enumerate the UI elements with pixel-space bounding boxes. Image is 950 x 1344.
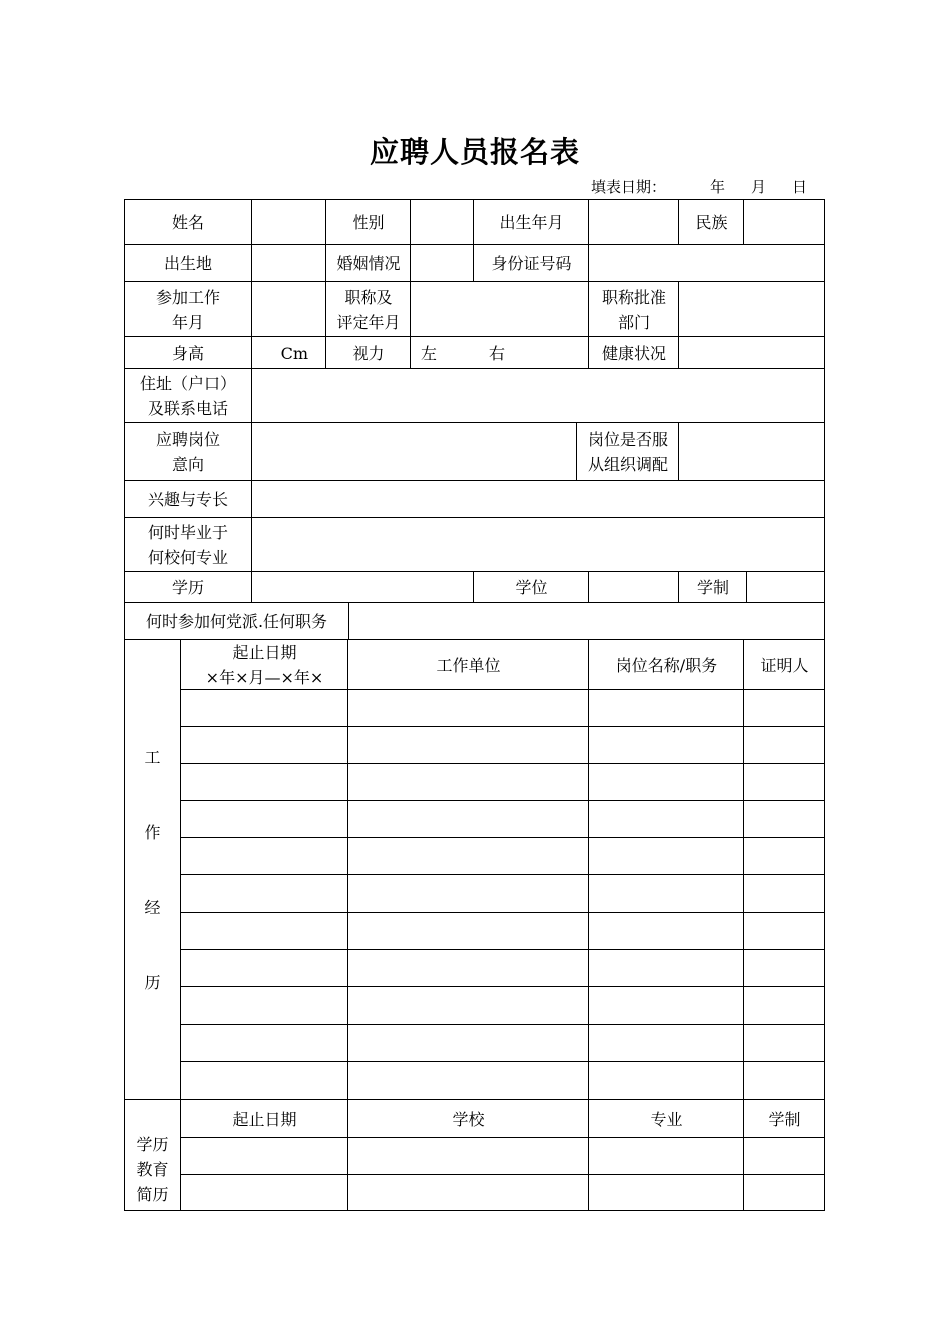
work-history-row[interactable] — [181, 987, 825, 1025]
label-work-start — [124, 282, 252, 337]
label-degree: 学位 — [515, 578, 548, 597]
label-gender: 性别 — [352, 212, 385, 232]
work-col-period — [181, 640, 348, 690]
label-title-line2: 评定年月 — [336, 312, 401, 332]
label-work-start-line2: 年月 — [171, 312, 204, 332]
birthplace-field[interactable] — [252, 245, 326, 282]
work-history-char-3: 经 — [144, 898, 161, 917]
vision-field[interactable] — [411, 337, 589, 369]
label-obey-line1: 岗位是否服 — [587, 430, 668, 449]
health-field[interactable] — [679, 337, 825, 369]
label-position — [124, 423, 252, 481]
education-row[interactable] — [181, 1175, 825, 1211]
label-address-line2: 及联系电话 — [147, 399, 228, 418]
work-col-position: 岗位名称/职务 — [615, 655, 718, 675]
party-field[interactable] — [349, 603, 825, 640]
label-address — [124, 369, 252, 423]
schooling-length-field[interactable] — [747, 572, 825, 603]
work-history-row[interactable] — [181, 950, 825, 987]
label-title-dept-line2: 部门 — [617, 312, 650, 332]
label-birth-date: 出生年月 — [499, 212, 564, 232]
label-title-dept-line1: 职称批准 — [601, 287, 666, 307]
degree-field[interactable] — [589, 572, 679, 603]
label-graduation-line2: 何校何专业 — [147, 548, 228, 567]
label-height: 身高 — [171, 343, 204, 363]
label-name: 姓名 — [171, 212, 204, 232]
position-field[interactable] — [252, 423, 577, 481]
label-work-start-line1: 参加工作 — [155, 287, 220, 307]
work-history-char-2: 作 — [144, 823, 161, 842]
work-col-employer: 工作单位 — [436, 655, 501, 675]
birth-date-field[interactable] — [589, 199, 679, 245]
hobbies-field[interactable] — [252, 481, 825, 518]
label-id-number: 身份证号码 — [491, 254, 572, 273]
fill-date-day: 日 — [791, 178, 807, 196]
label-party: 何时参加何党派.任何职务 — [145, 612, 328, 631]
fill-date-month: 月 — [750, 178, 766, 196]
fill-date-year: 年 — [709, 178, 725, 196]
label-hobbies: 兴趣与专长 — [147, 490, 228, 509]
label-position-line2: 意向 — [171, 455, 204, 474]
work-col-period-line1: 起止日期 — [232, 643, 297, 662]
label-graduation-line1: 何时毕业于 — [147, 523, 228, 542]
work-history-row[interactable] — [181, 1025, 825, 1062]
work-col-period-line2: ×年×月—×年× — [205, 668, 324, 687]
work-history-section-label — [124, 640, 181, 1100]
label-position-line1: 应聘岗位 — [155, 430, 220, 449]
label-address-line1: 住址（户口） — [139, 374, 236, 393]
marital-status-field[interactable] — [411, 245, 474, 282]
fill-date-label: 填表日期： — [590, 178, 666, 196]
application-form — [124, 199, 825, 1211]
vision-left-label: 左 — [421, 343, 438, 363]
graduation-field[interactable] — [252, 518, 825, 572]
label-birthplace: 出生地 — [163, 254, 212, 273]
work-history-row[interactable] — [181, 764, 825, 801]
education-section-line1: 学历 — [136, 1135, 169, 1154]
work-col-reference: 证明人 — [760, 655, 809, 675]
work-history-row[interactable] — [181, 727, 825, 764]
label-title-line1: 职称及 — [344, 287, 393, 307]
ethnicity-field[interactable] — [744, 199, 825, 245]
work-history-char-1: 工 — [144, 748, 161, 767]
label-title-dept — [589, 282, 679, 337]
title-date-field[interactable] — [411, 282, 589, 337]
label-graduation — [124, 518, 252, 572]
work-history-vertical-text — [144, 745, 160, 995]
work-history-row[interactable] — [181, 913, 825, 950]
label-health: 健康状况 — [601, 343, 666, 363]
work-history-char-4: 历 — [144, 973, 161, 992]
form-title: 应聘人员报名表 — [369, 135, 580, 169]
edu-col-length: 学制 — [768, 1109, 801, 1129]
label-marital-status: 婚姻情况 — [336, 254, 401, 273]
label-schooling-length: 学制 — [696, 578, 729, 597]
work-history-row[interactable] — [181, 875, 825, 913]
label-obey-assignment — [577, 423, 679, 481]
id-number-field[interactable] — [589, 245, 825, 282]
obey-assignment-field[interactable] — [679, 423, 825, 481]
address-field[interactable] — [252, 369, 825, 423]
edu-col-major: 专业 — [650, 1109, 683, 1129]
height-unit: Cm — [280, 343, 308, 363]
label-vision: 视力 — [352, 343, 385, 363]
edu-col-period: 起止日期 — [232, 1109, 297, 1129]
label-title-date — [326, 282, 411, 337]
work-history-row[interactable] — [181, 1062, 825, 1100]
label-education: 学历 — [171, 578, 204, 597]
gender-field[interactable] — [411, 199, 474, 245]
education-section-line2: 教育 — [136, 1160, 169, 1179]
work-start-field[interactable] — [252, 282, 326, 337]
work-history-row[interactable] — [181, 801, 825, 838]
education-row[interactable] — [181, 1138, 825, 1175]
vision-right-label: 右 — [489, 343, 506, 363]
education-field[interactable] — [252, 572, 474, 603]
title-dept-field[interactable] — [679, 282, 825, 337]
work-history-row[interactable] — [181, 838, 825, 875]
name-field[interactable] — [252, 199, 326, 245]
education-section-line3: 简历 — [136, 1185, 169, 1204]
work-history-row[interactable] — [181, 690, 825, 727]
label-ethnicity: 民族 — [695, 212, 728, 232]
height-field[interactable] — [252, 337, 326, 369]
education-section-label — [124, 1100, 181, 1211]
fill-date-line — [591, 176, 807, 198]
edu-col-school: 学校 — [452, 1109, 485, 1129]
label-obey-line2: 从组织调配 — [587, 455, 668, 474]
